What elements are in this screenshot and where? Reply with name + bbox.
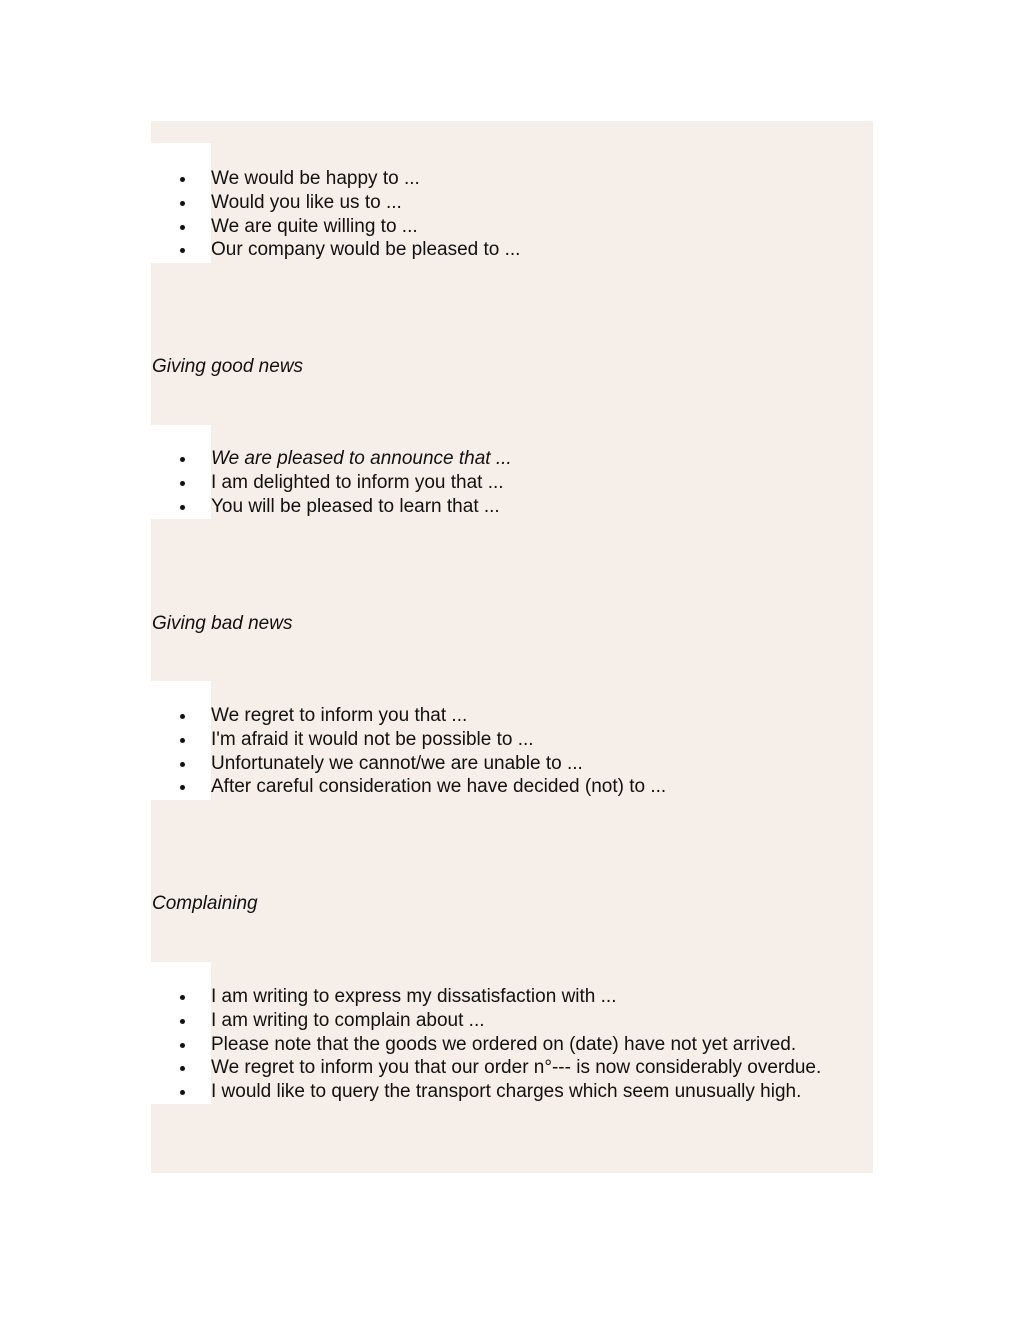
section-heading-bad-news: Giving bad news xyxy=(152,613,293,634)
bullet-icon xyxy=(180,1066,185,1071)
page-band xyxy=(151,1104,873,1173)
page-band xyxy=(151,121,873,143)
section-heading-complaining: Complaining xyxy=(152,893,258,914)
bullet-icon xyxy=(180,177,185,182)
bullet-icon xyxy=(180,785,185,790)
bullet-icon xyxy=(180,457,185,462)
bullet-icon xyxy=(180,481,185,486)
bullet-icon xyxy=(180,201,185,206)
bullet-icon xyxy=(180,1090,185,1095)
page-band xyxy=(151,263,873,425)
bullet-icon xyxy=(180,1043,185,1048)
bullet-icon xyxy=(180,1019,185,1024)
bullet-icon xyxy=(180,995,185,1000)
bullet-icon xyxy=(180,714,185,719)
bullet-icon xyxy=(180,505,185,510)
section-heading-good-news: Giving good news xyxy=(152,356,304,377)
page-band xyxy=(151,800,873,962)
bullet-icon xyxy=(180,738,185,743)
bullet-icon xyxy=(180,762,185,767)
bullet-icon xyxy=(180,225,185,230)
page-band xyxy=(151,519,873,681)
bullet-icon xyxy=(180,248,185,253)
